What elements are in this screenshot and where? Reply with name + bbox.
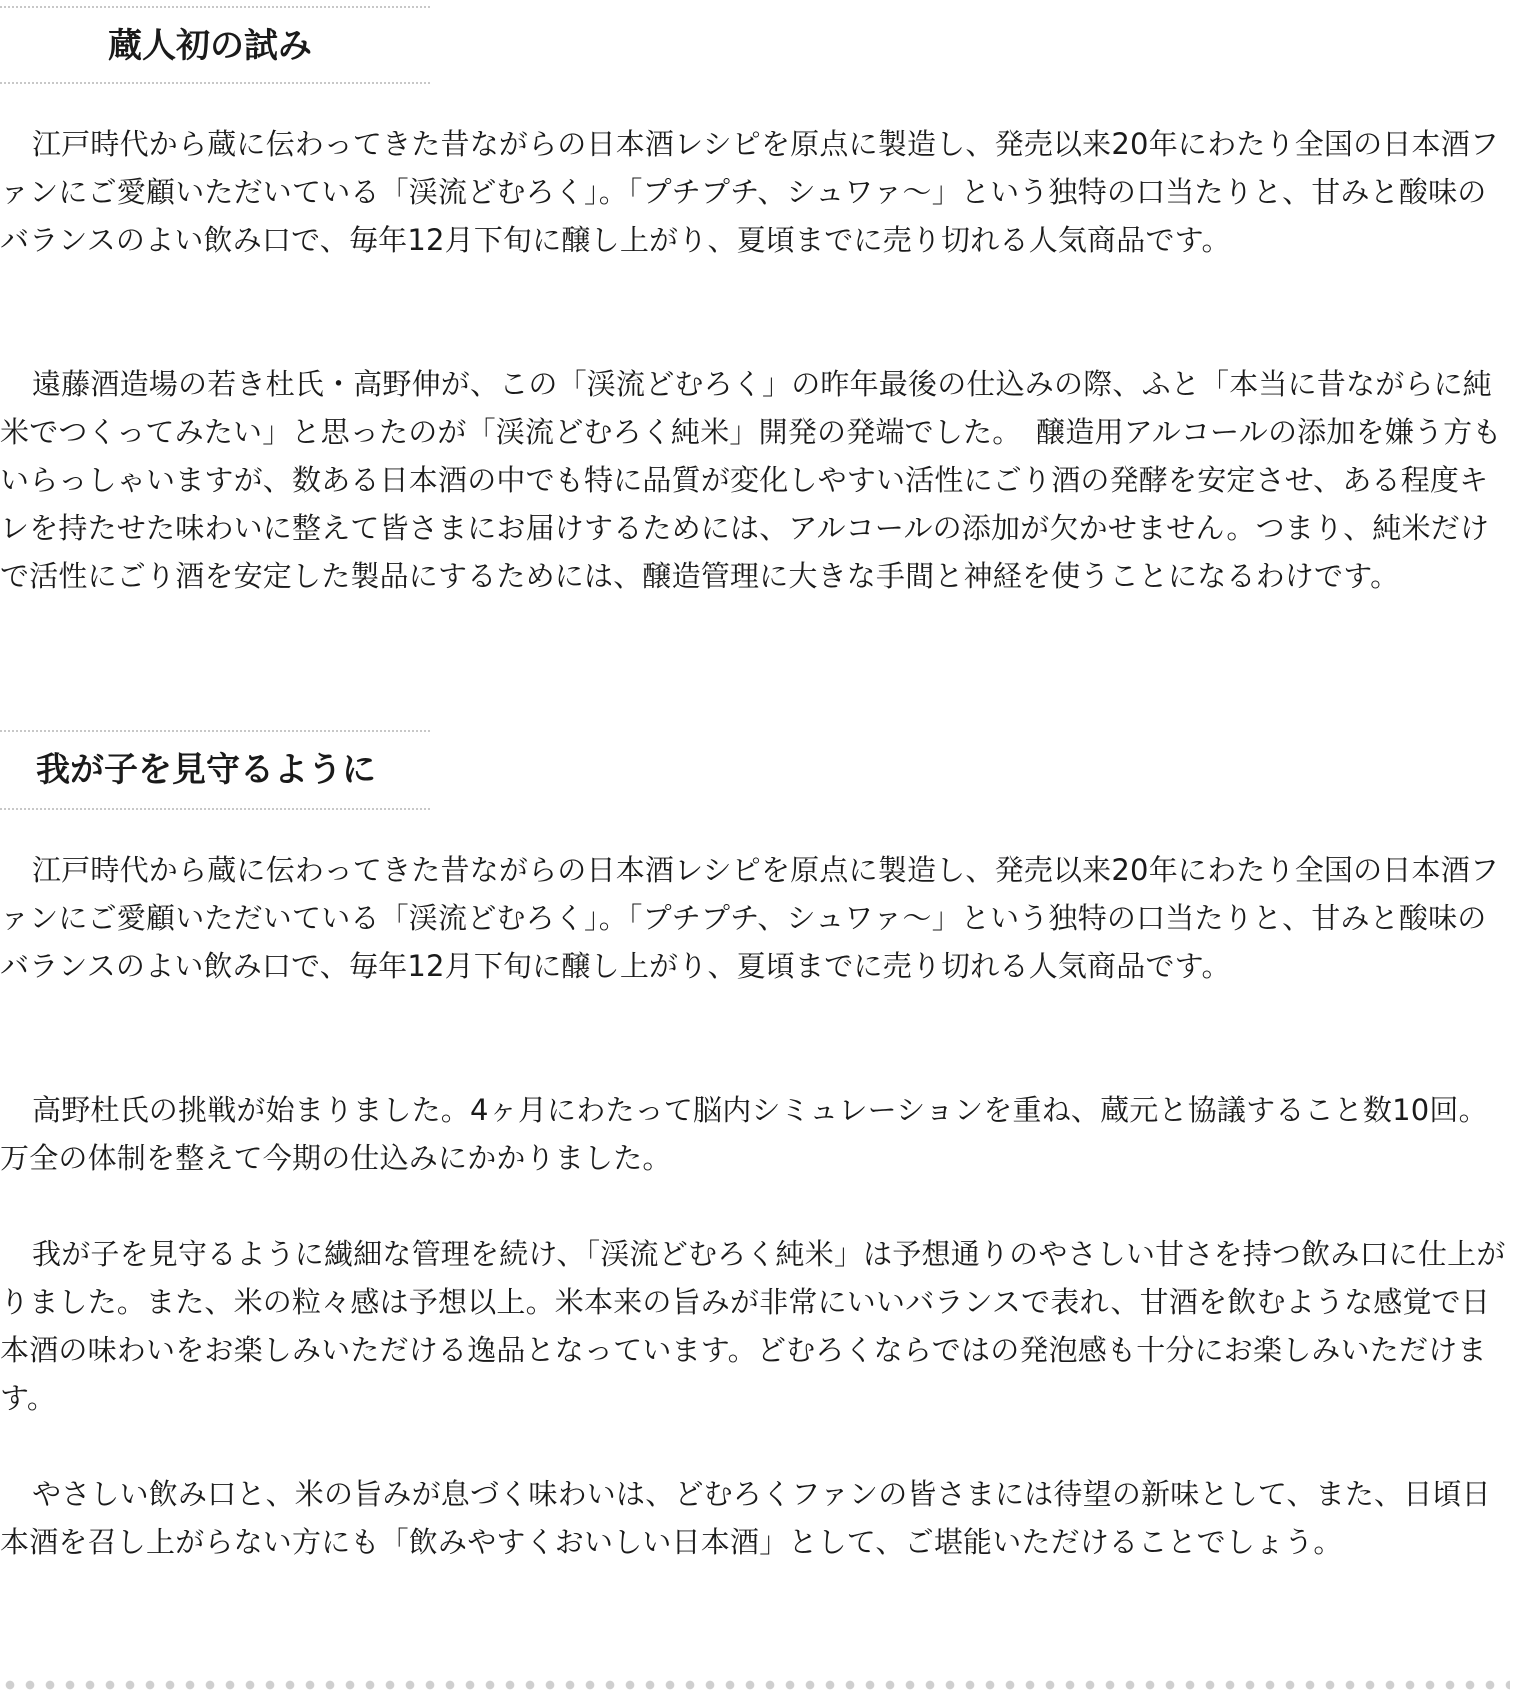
section1-paragraph-2: 遠藤酒造場の若き杜氏・高野伸が、この「渓流どむろく」の昨年最後の仕込みの際、ふと「本当に昔ながらに純米でつくってみたい」と思ったのが「渓流どむろく純米」開発の発端でした。 醸造用アルコールの添加を嫌う方もいらっしゃいますが、数ある日本酒の中でも特に品質が変化しやすい活性にごり酒の発酵を安定させ、ある程度キレを持たせた味わいに整えて皆さまにお届けするためには、アルコールの添加が欠かせません。つまり、純米だけで活性にごり酒を安定した製品にするためには、醸造管理に大きな手間と神経を使うことになるわけです。	[0, 367, 1502, 593]
section2-paragraph-4: やさしい飲み口と、米の旨みが息づく味わいは、どむろくファンの皆さまには待望の新味として、また、日頃日本酒を召し上がらない方にも「飲みやすくおいしい日本酒」として、ご堪能いただけることでしょう。	[0, 1477, 1491, 1559]
section2-paragraph-2: 高野杜氏の挑戦が始まりました。4ヶ月にわたって脳内シミュレーションを重ね、蔵元と協議すること数10回。万全の体制を整えて今期の仕込みにかかりました。	[0, 1093, 1488, 1175]
section-bottom-divider	[0, 808, 430, 810]
section1-paragraph-1: 江戸時代から蔵に伝わってきた昔ながらの日本酒レシピを原点に製造し、発売以来20年にわたり全国の日本酒ファンにご愛顧いただいている「渓流どむろく」。「プチプチ、シュワァ〜」という独特の口当たりと、甘みと酸味のバランスのよい飲み口で、毎年12月下旬に醸し上がり、夏頃までに売り切れる人気商品です。	[0, 127, 1500, 257]
section2-paragraph-3: 我が子を見守るように繊細な管理を続け、「渓流どむろく純米」は予想通りのやさしい甘さを持つ飲み口に仕上がりました。また、米の粒々感は予想以上。米本来の旨みが非常にいいバランスで表れ、甘酒を飲むような感覚で日本酒の味わいをお楽しみいただける逸品となっています。どむろくならではの発泡感も十分にお楽しみいただけます。	[0, 1237, 1506, 1415]
section-bottom-divider	[0, 82, 430, 84]
article-end-dotted-divider	[0, 1680, 1510, 1690]
section-top-divider	[0, 6, 430, 8]
section-title-kurabito: 蔵人初の試み	[108, 26, 312, 66]
section-title-wagako: 我が子を見守るように	[36, 750, 376, 790]
section-top-divider	[0, 730, 430, 732]
section2-paragraph-1: 江戸時代から蔵に伝わってきた昔ながらの日本酒レシピを原点に製造し、発売以来20年にわたり全国の日本酒ファンにご愛顧いただいている「渓流どむろく」。「プチプチ、シュワァ〜」という独特の口当たりと、甘みと酸味のバランスのよい飲み口で、毎年12月下旬に醸し上がり、夏頃までに売り切れる人気商品です。	[0, 853, 1500, 983]
